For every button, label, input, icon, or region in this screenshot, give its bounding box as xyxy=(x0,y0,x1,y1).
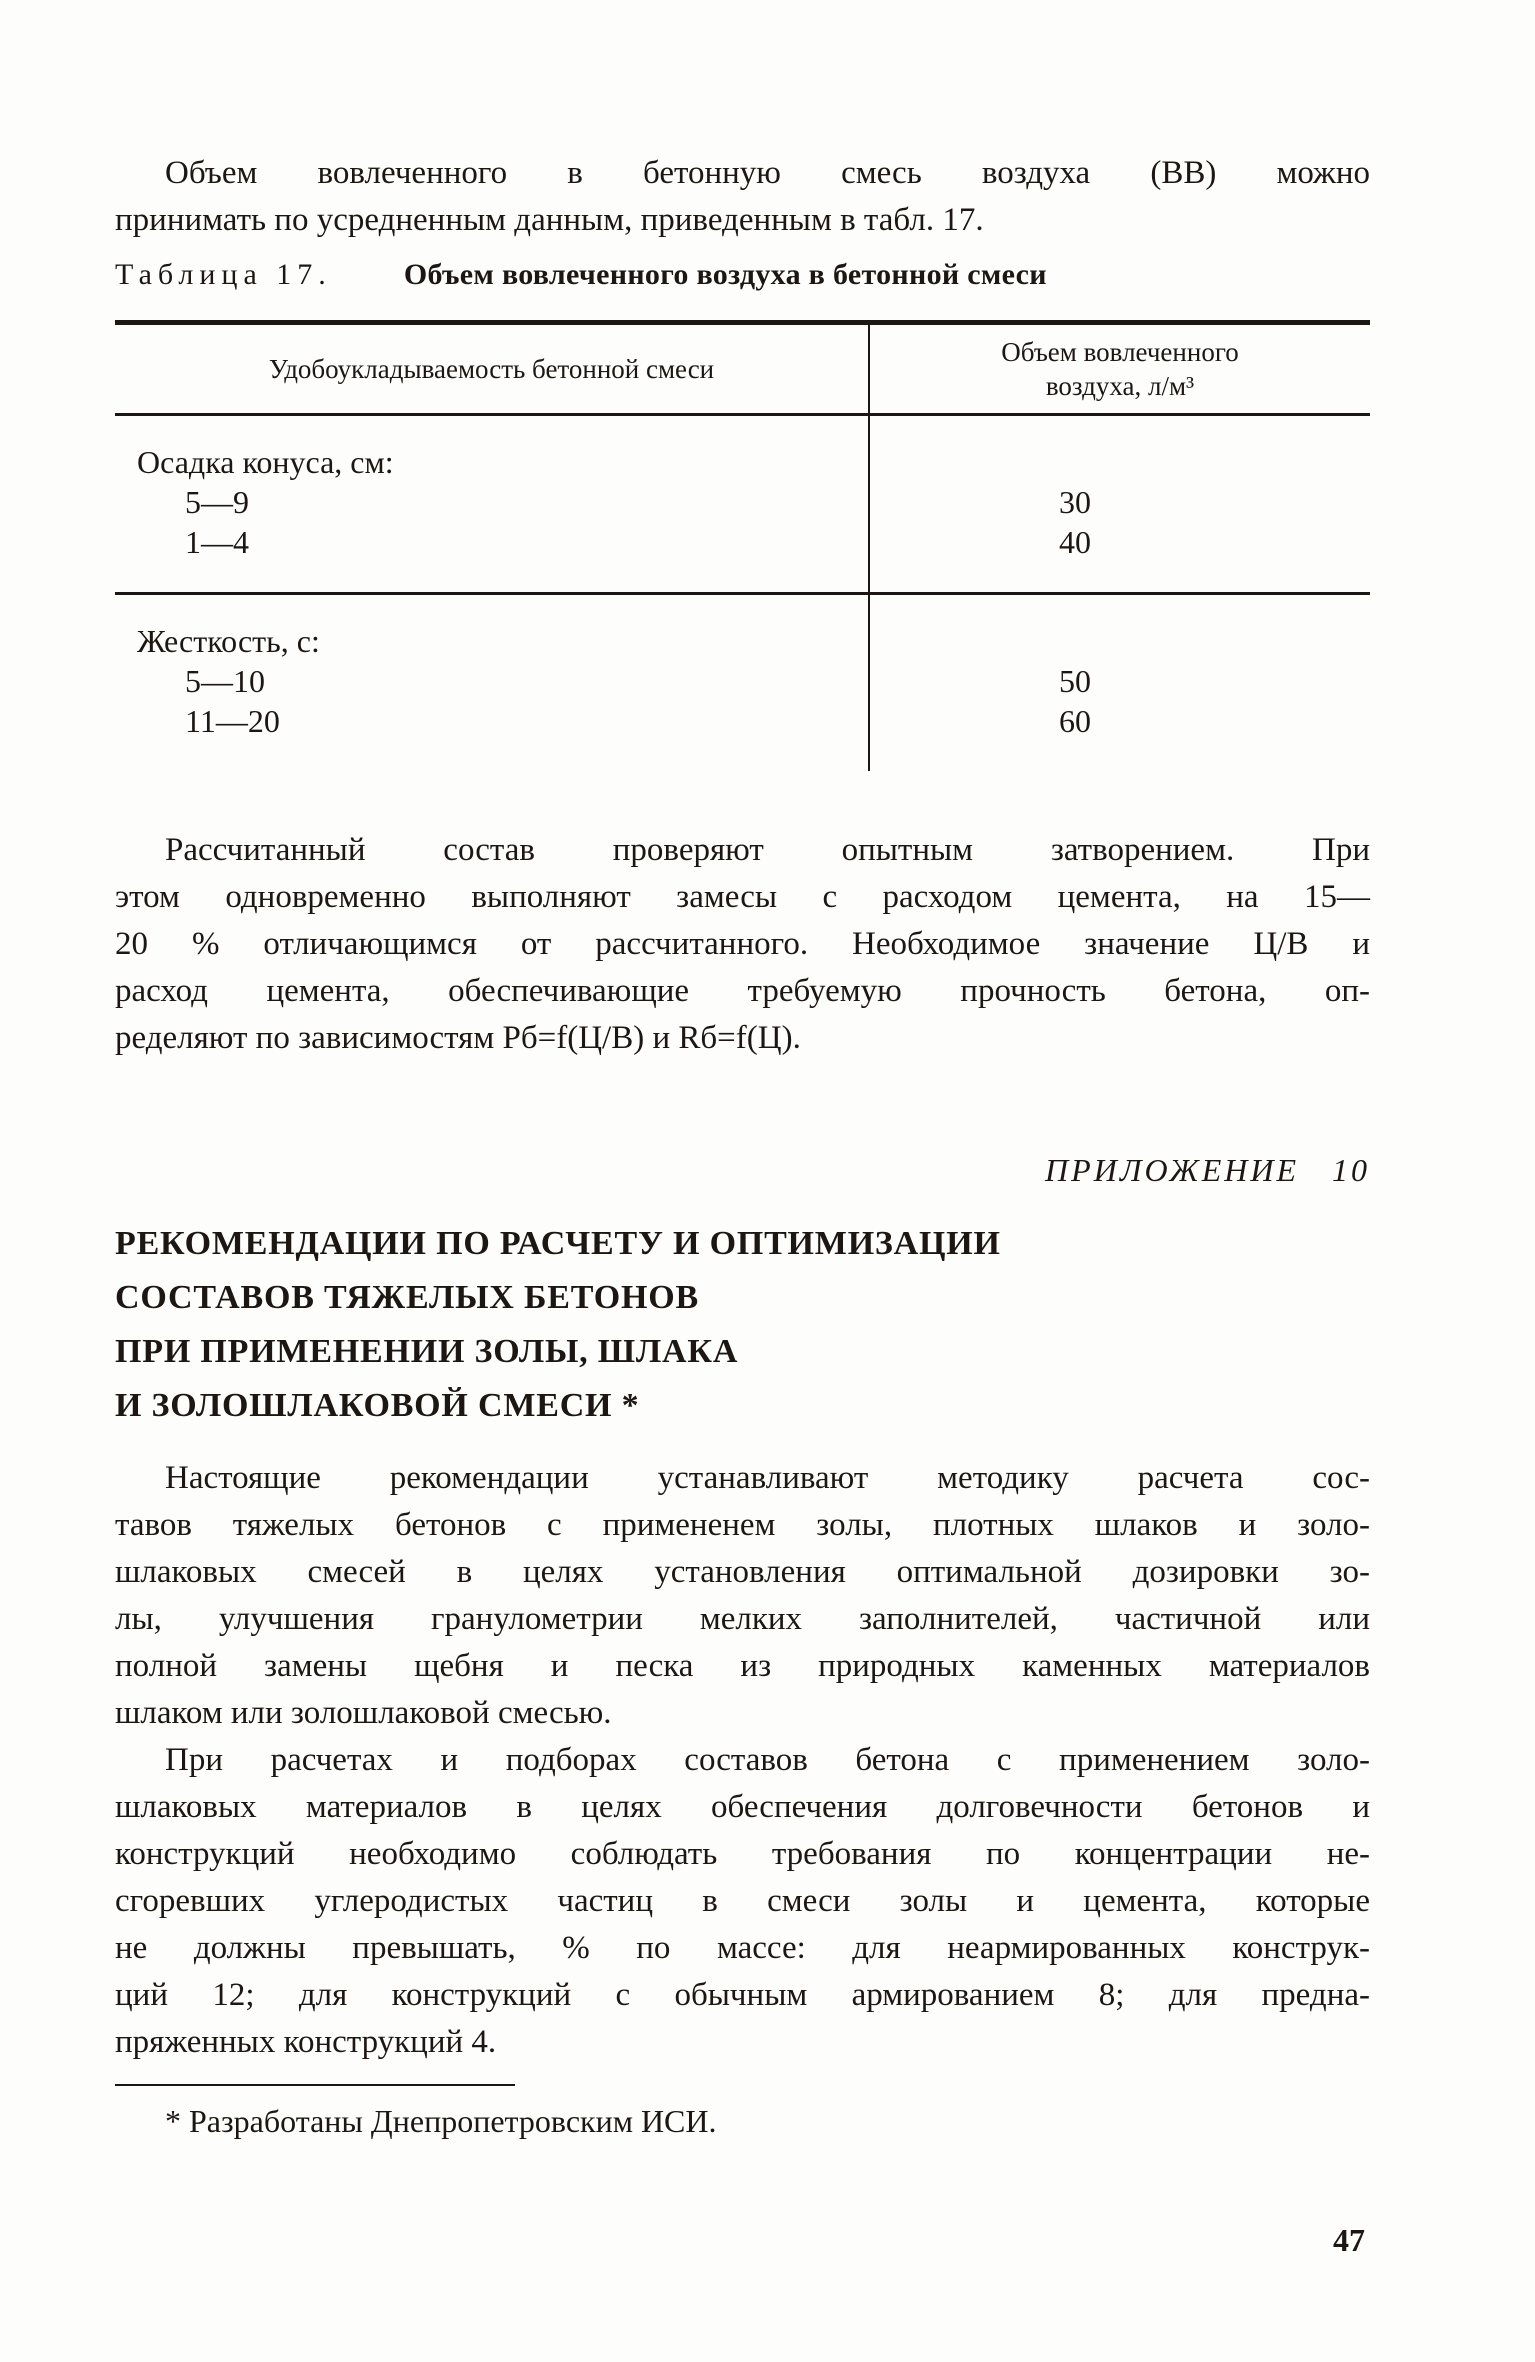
table-group-stiffness xyxy=(115,592,1370,771)
footnote: * Разработаны Днепропетровским ИСИ. xyxy=(165,2103,717,2139)
text-line: принимать по усредненным данным, приведенным в табл. 17. xyxy=(115,202,984,238)
table-row-label: 11—20 xyxy=(185,703,280,739)
text-line: сгоревших углеродистых частиц в смеси золы и цемента, которые xyxy=(115,1883,1370,1919)
text-line: шлаковых материалов в целях обеспечения долговечности бетонов и xyxy=(115,1789,1370,1825)
table-title: Объем вовлеченного воздуха в бетонной смеси xyxy=(403,258,1047,291)
table-col1-header: Удобоукладываемость бетонной смеси xyxy=(115,325,870,413)
intro-paragraph xyxy=(115,150,1370,244)
appendix-title xyxy=(115,1217,1370,1433)
text-line: шлаковых смесей в целях установления оптимальной дозировки зо- xyxy=(115,1554,1370,1590)
text-line: РЕКОМЕНДАЦИИ ПО РАСЧЕТУ И ОПТИМИЗАЦИИ xyxy=(115,1225,1001,1262)
text-line: полной замены щебня и песка из природных каменных материалов xyxy=(115,1648,1370,1684)
table-row-label: 5—9 xyxy=(185,484,249,520)
text-line: шлаком или золошлаковой смесью. xyxy=(115,1695,612,1731)
text-line: расход цемента, обеспечивающие требуемую прочность бетона, оп- xyxy=(115,973,1370,1009)
table-group-stiffness-labels xyxy=(115,595,870,771)
table-row-heading: Осадка конуса, см: xyxy=(137,444,394,480)
body-paragraph xyxy=(115,827,1370,1062)
table-header-row xyxy=(115,325,1370,416)
table-caption xyxy=(115,258,1370,292)
text-line: лы, улучшения гранулометрии мелких заполнителей, частичной или xyxy=(115,1601,1370,1637)
text-line: пряженных конструкций 4. xyxy=(115,2024,497,2060)
footnote-separator xyxy=(115,2084,515,2086)
text-line: И ЗОЛОШЛАКОВОЙ СМЕСИ * xyxy=(115,1387,640,1424)
table-col2-header-line2: воздуха, л/м³ xyxy=(1045,371,1195,401)
table-row-label: 1—4 xyxy=(185,524,249,560)
table-group-slump-values xyxy=(870,416,1370,592)
text-line: этом одновременно выполняют замесы с расходом цемента, на 15— xyxy=(115,879,1370,915)
table-group-slump xyxy=(115,416,1370,592)
table-col2-header-line1: Объем вовлеченного xyxy=(1001,337,1239,367)
text-line: не должны превышать, % по массе: для неармированных конструк- xyxy=(115,1930,1370,1966)
text-line: Объем вовлеченного в бетонную смесь воздуха (ВВ) можно xyxy=(165,155,1370,191)
text-line: ций 12; для конструкций с обычным армированием 8; для предна- xyxy=(115,1977,1370,2013)
table-row-value: 50 xyxy=(1059,663,1091,699)
table-17 xyxy=(115,320,1370,771)
table-row-heading: Жесткость, с: xyxy=(137,623,320,659)
text-line: 20 % отличающимся от рассчитанного. Необходимое значение Ц/В и xyxy=(115,926,1370,962)
table-row-value: 30 xyxy=(1059,484,1091,520)
page-number: 47 xyxy=(1333,2222,1365,2258)
text-line: При расчетах и подборах составов бетона с применением золо- xyxy=(165,1742,1370,1778)
table-row-value: 40 xyxy=(1059,524,1091,560)
text-line: СОСТАВОВ ТЯЖЕЛЫХ БЕТОНОВ xyxy=(115,1279,699,1316)
appendix-paragraph-2 xyxy=(115,1737,1370,2066)
text-line: ПРИ ПРИМЕНЕНИИ ЗОЛЫ, ШЛАКА xyxy=(115,1333,739,1370)
text-line: конструкций необходимо соблюдать требования по концентрации не- xyxy=(115,1836,1370,1872)
appendix-label: ПРИЛОЖЕНИЕ 10 xyxy=(1045,1152,1370,1188)
text-line: тавов тяжелых бетонов с примененем золы, плотных шлаков и золо- xyxy=(115,1507,1370,1543)
table-row-value: 60 xyxy=(1059,703,1091,739)
table-label: Таблица 17. xyxy=(115,258,332,291)
table-group-stiffness-values xyxy=(870,595,1370,771)
table-group-slump-labels xyxy=(115,416,870,592)
text-line: Настоящие рекомендации устанавливают методику расчета сос- xyxy=(165,1460,1370,1496)
text-line: ределяют по зависимостям Рб=f(Ц/В) и Rб=f(Ц). xyxy=(115,1020,801,1056)
spacer xyxy=(870,621,1280,661)
table-row-label: 5—10 xyxy=(185,663,265,699)
table-col2-header xyxy=(870,325,1370,413)
text-line: Рассчитанный состав проверяют опытным затворением. При xyxy=(165,832,1370,868)
appendix-paragraph-1 xyxy=(115,1455,1370,1737)
spacer xyxy=(870,442,1280,482)
